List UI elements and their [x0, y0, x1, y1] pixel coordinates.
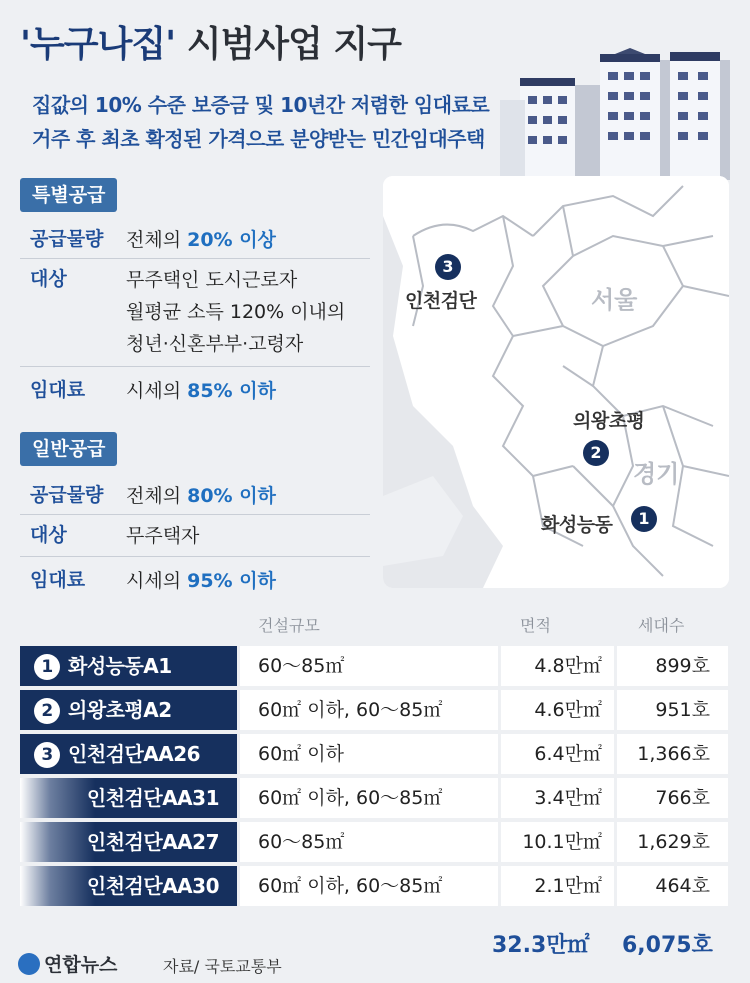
general-rent-row — [20, 556, 370, 600]
row-area: 10.1만㎡ — [501, 822, 614, 862]
special-target-line-2: 월평균 소득 120% 이내의 — [126, 301, 346, 323]
row-area: 6.4만㎡ — [501, 734, 614, 774]
row-number-badge: 2 — [34, 698, 60, 724]
special-target-row — [20, 258, 370, 367]
special-target-value — [126, 264, 345, 360]
table-row — [20, 734, 728, 774]
subtitle-line-1: 집값의 10% 수준 보증금 및 10년간 저렴한 임대료로 — [32, 93, 490, 117]
row-name: 의왕초평A2 — [68, 698, 172, 722]
row-name-cell — [20, 778, 237, 818]
row-area: 3.4만㎡ — [501, 778, 614, 818]
general-supply-tag: 일반공급 — [20, 432, 117, 466]
total-area: 32.3만㎡ — [492, 933, 590, 958]
special-rent-prefix: 시세의 — [126, 380, 182, 402]
general-supply-amount: 80% 이하 — [187, 485, 276, 507]
map-region-seoul: 서울 — [591, 286, 638, 314]
map-pin-1: 1 — [631, 506, 657, 532]
row-name: 인천검단AA26 — [68, 742, 201, 766]
map-label-incheon-geomdan: 인천검단 — [405, 290, 477, 312]
special-rent-row — [20, 366, 370, 410]
row-number-badge: 3 — [34, 742, 60, 768]
yonhap-logo — [18, 950, 117, 977]
row-name: 인천검단AA31 — [86, 786, 219, 810]
row-scale: 60㎡ 이하, 60〜85㎡ — [240, 778, 498, 818]
subtitle — [32, 88, 532, 156]
total-households: 6,075호 — [622, 933, 713, 958]
general-supply-value — [126, 480, 276, 512]
table-row — [20, 690, 728, 730]
row-name: 인천검단AA27 — [86, 830, 219, 854]
map-pin-2: 2 — [583, 440, 609, 466]
special-supply-prefix: 전체의 — [126, 229, 182, 251]
general-rent-value — [126, 565, 276, 597]
row-households: 1,366호 — [617, 734, 728, 774]
row-number-badge: 1 — [34, 654, 60, 680]
general-rent-amount: 95% 이하 — [187, 570, 276, 592]
table-row — [20, 822, 728, 862]
yonhap-logo-text: 연합뉴스 — [44, 954, 118, 976]
row-scale: 60〜85㎡ — [240, 822, 498, 862]
row-households: 464호 — [617, 866, 728, 906]
table-row — [20, 646, 728, 686]
header-construction-scale: 건설규모 — [258, 616, 320, 635]
map-label-uiwang-chopyeong: 의왕초평 — [573, 410, 645, 432]
special-target-line-3: 청년·신혼부부·고령자 — [126, 333, 304, 355]
special-supply-label: 공급물량 — [30, 228, 104, 250]
special-supply-tag: 특별공급 — [20, 178, 117, 212]
row-scale: 60〜85㎡ — [240, 646, 498, 686]
special-target-label: 대상 — [30, 268, 67, 290]
apartment-buildings-illustration — [500, 40, 730, 180]
special-supply-row — [20, 218, 370, 259]
title-quoted: '누구나집' — [20, 24, 176, 65]
row-name: 인천검단AA30 — [86, 874, 219, 898]
header-households: 세대수 — [638, 616, 685, 635]
row-area: 4.8만㎡ — [501, 646, 614, 686]
row-scale: 60㎡ 이하, 60〜85㎡ — [240, 866, 498, 906]
title-rest: 시범사업 지구 — [186, 24, 401, 65]
general-rent-prefix: 시세의 — [126, 570, 182, 592]
row-households: 951호 — [617, 690, 728, 730]
row-name-cell — [20, 646, 237, 686]
header-area: 면적 — [520, 616, 551, 635]
general-target-value: 무주택자 — [126, 525, 200, 547]
special-rent-amount: 85% 이하 — [187, 380, 276, 402]
yonhap-logo-icon — [18, 953, 40, 975]
special-supply-amount: 20% 이상 — [187, 229, 276, 251]
map-label-hwaseong-neungdong: 화성능동 — [541, 514, 613, 536]
row-name-cell — [20, 734, 237, 774]
map-region-gyeonggi: 경기 — [633, 460, 680, 488]
source-credit: 자료/ 국토교통부 — [163, 957, 282, 976]
general-target-label: 대상 — [30, 524, 67, 546]
row-households: 766호 — [617, 778, 728, 818]
general-supply-row — [20, 474, 370, 515]
row-name: 화성능동A1 — [68, 654, 172, 678]
general-supply-prefix: 전체의 — [126, 485, 182, 507]
row-area: 2.1만㎡ — [501, 866, 614, 906]
row-name-cell — [20, 866, 237, 906]
special-rent-label: 임대료 — [30, 379, 86, 401]
special-target-line-1: 무주택인 도시근로자 — [126, 269, 298, 291]
general-target-row — [20, 514, 370, 557]
table-row — [20, 778, 728, 818]
location-map — [383, 176, 729, 588]
row-scale: 60㎡ 이하 — [240, 734, 498, 774]
row-name-cell — [20, 822, 237, 862]
map-pin-3: 3 — [435, 254, 461, 280]
table-row — [20, 866, 728, 906]
row-households: 899호 — [617, 646, 728, 686]
general-rent-label: 임대료 — [30, 569, 86, 591]
special-rent-value — [126, 375, 276, 407]
row-households: 1,629호 — [617, 822, 728, 862]
general-supply-label: 공급물량 — [30, 484, 104, 506]
subtitle-line-2: 거주 후 최초 확정된 가격으로 분양받는 민간임대주택 — [32, 127, 485, 151]
row-area: 4.6만㎡ — [501, 690, 614, 730]
special-supply-value — [126, 224, 276, 256]
row-scale: 60㎡ 이하, 60〜85㎡ — [240, 690, 498, 730]
page-title — [20, 16, 401, 67]
row-name-cell — [20, 690, 237, 730]
